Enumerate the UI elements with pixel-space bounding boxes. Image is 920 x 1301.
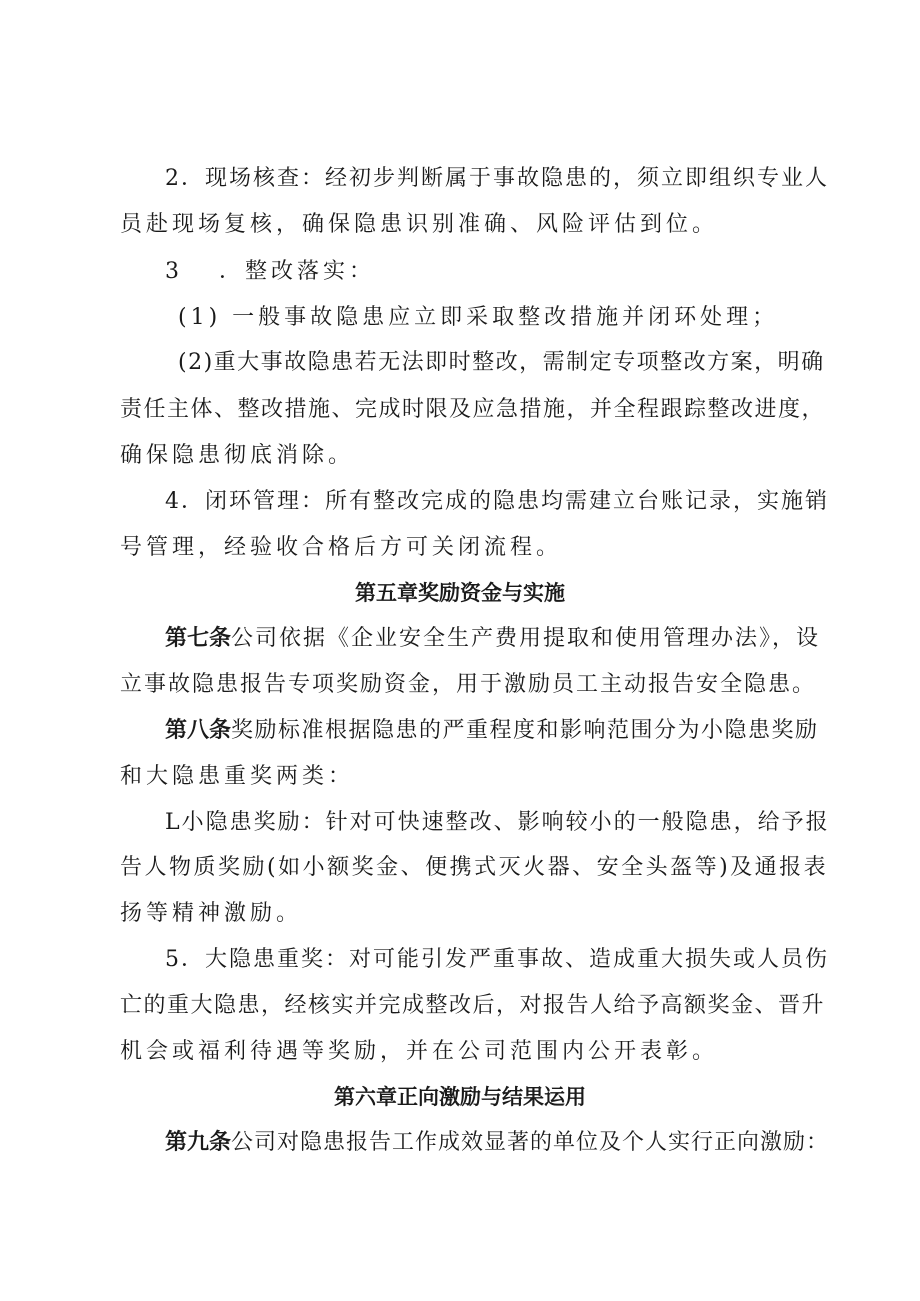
paragraph-line: 号管理，经验收合格后方可关闭流程。 [120,535,563,560]
paragraph-line: (2)重大事故隐患若无法即时整改，需制定专项整改方案，明确 [178,350,825,375]
paragraph-line: 扬等精神激励。 [120,901,303,926]
paragraph-text: ．整改落实： [219,259,376,284]
article-line [165,716,819,746]
paragraph-line: 立事故隐患报告专项奖励资金，用于激励员工主动报告安全隐患。 [120,672,817,697]
article-text: 公司对隐患报告工作成效显著的单位及个人实行正向激励： [231,1130,830,1155]
paragraph-line: 5．大隐患重奖：对可能引发严重事故、造成重大损失或人员伤 [165,947,829,972]
chapter-heading: 第六章正向激励与结果运用 [334,1085,586,1109]
paragraph-line: L小隐患奖励：针对可快速整改、影响较小的一般隐患，给予报 [165,810,830,835]
paragraph-line: 和大隐患重奖两类： [120,764,355,789]
paragraph-line: 4．闭环管理：所有整改完成的隐患均需建立台账记录，实施销 [165,489,829,514]
article-text: 奖励标准根据隐患的严重程度和影响范围分为小隐患奖励 [231,718,819,743]
paragraph-line: (1) 一般事故隐患应立即采取整改措施并闭环处理； [178,305,779,330]
article-line [165,1128,829,1158]
paragraph-line: 责任主体、整改措施、完成时限及应急措施，并全程跟踪整改进度， [120,397,826,422]
chapter-heading: 第五章奖励资金与实施 [355,581,565,605]
article-label: 第八条 [165,718,232,743]
article-text: 公司依据《企业安全生产费用提取和使用管理办法》，设 [231,626,821,651]
paragraph-line: 员赴现场复核，确保隐患识别准确、风险评估到位。 [120,212,719,237]
list-number: 3 [165,259,183,284]
article-line [165,624,820,654]
paragraph-line: 告人物质奖励(如小额奖金、便携式灭火器、安全头盔等)及通报表 [120,855,829,880]
paragraph-line [165,257,375,287]
paragraph-line: 2．现场核查：经初步判断属于事故隐患的，须立即组织专业人 [165,166,829,191]
article-label: 第七条 [165,626,232,651]
paragraph-line: 机会或福利待遇等奖励，并在公司范围内公开表彰。 [120,1039,719,1064]
paragraph-line: 确保隐患彻底消除。 [120,443,355,468]
paragraph-line: 亡的重大隐患，经核实并完成整改后，对报告人给予高额奖金、晋升 [120,993,826,1018]
article-label: 第九条 [165,1130,232,1155]
